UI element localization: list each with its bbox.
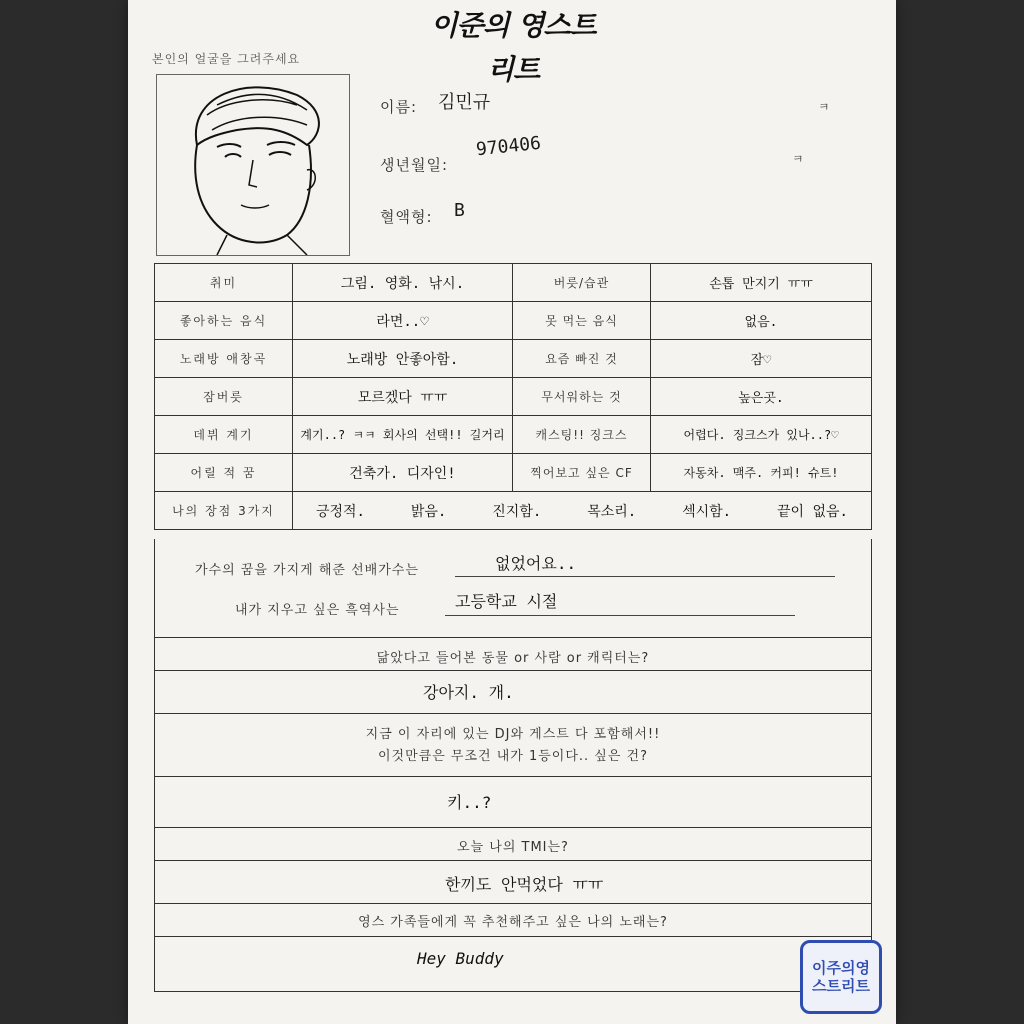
grid-label: 어릴 적 꿈	[155, 454, 293, 491]
side-note: ㅋ	[792, 152, 804, 166]
grid-row	[155, 416, 871, 454]
name-label: 이름:	[380, 98, 418, 116]
grid-label: 무서워하는 것	[513, 378, 651, 415]
show-logo: 이준의 영스트리트	[430, 9, 596, 86]
grid-value: 없음.	[744, 315, 778, 330]
questionnaire-sheet	[128, 0, 896, 1024]
answer-text: 한끼도 안먹었다 ㅠㅠ	[445, 875, 604, 894]
birthdate-label: 생년월일:	[380, 156, 449, 174]
divider	[155, 776, 871, 777]
grid-row	[155, 340, 871, 378]
question-label: 닮았다고 들어본 동물 or 사람 or 캐릭터는?	[376, 651, 650, 666]
divider	[155, 827, 871, 828]
grid-value: 라면..♡	[293, 302, 513, 339]
divider	[155, 860, 871, 861]
stamp-line: 이주의영	[812, 959, 870, 977]
question-label: 내가 지우고 싶은 흑역사는	[235, 603, 400, 618]
face-sketch-icon	[157, 75, 349, 255]
grid-value: 그림. 영화. 낚시.	[293, 264, 513, 301]
question-label: 영스 가족들에게 꼭 추천해주고 싶은 나의 노래는?	[358, 915, 668, 930]
grid-label: 버릇/습관	[513, 264, 651, 301]
grid-label: 요즘 빠진 것	[513, 340, 651, 377]
answer-text: 강아지. 개.	[423, 683, 514, 702]
side-note: ㅋ	[818, 100, 830, 114]
answer-line	[455, 576, 835, 577]
answer-line	[445, 615, 795, 616]
grid-value: 어렵다. 징크스가 있나..?♡	[683, 428, 839, 442]
divider	[155, 903, 871, 904]
strengths-list	[293, 492, 871, 529]
show-stamp	[800, 940, 882, 1014]
divider	[155, 936, 871, 937]
grid-label: 취미	[155, 264, 293, 301]
divider	[155, 670, 871, 671]
birthdate-value: 970406	[475, 132, 542, 161]
questions-box	[154, 539, 872, 992]
grid-label: 데뷔 계기	[155, 416, 293, 453]
grid-row	[155, 264, 871, 302]
grid-row	[155, 492, 871, 529]
divider	[155, 637, 871, 638]
portrait-instruction: 본인의 얼굴을 그려주세요	[152, 52, 301, 66]
grid-label: 캐스팅!! 징크스	[513, 416, 651, 453]
grid-row	[155, 454, 871, 492]
grid-label: 못 먹는 음식	[513, 302, 651, 339]
strength-item: 목소리.	[587, 503, 637, 520]
grid-value: 건축가. 디자인!	[293, 454, 513, 491]
profile-grid	[154, 263, 872, 530]
strength-item: 긍정적.	[315, 503, 365, 520]
grid-value: 자동차. 맥주. 커피! 슈트!	[683, 466, 839, 480]
strength-item: 섹시함.	[682, 503, 732, 520]
grid-value: 손톱 만지기 ㅠㅠ	[709, 277, 813, 292]
grid-value: 계기..? ㅋㅋ 회사의 선택!! 길거리	[293, 416, 513, 453]
question-label: 오늘 나의 TMI는?	[457, 840, 569, 855]
question-label: 가수의 꿈을 가지게 해준 선배가수는	[195, 563, 419, 578]
divider	[155, 713, 871, 714]
grid-value: 모르겠다 ㅠㅠ	[293, 378, 513, 415]
grid-label: 잠버릇	[155, 378, 293, 415]
answer-text: 키..?	[447, 793, 492, 812]
grid-value: 높은곳.	[738, 391, 784, 406]
blood-type-value: B	[454, 200, 465, 221]
blood-type-label: 혈액형:	[380, 208, 433, 226]
grid-value: 잠♡	[750, 353, 772, 368]
question-label: 이것만큼은 무조건 내가 1등이다.. 싶은 건?	[377, 749, 649, 764]
grid-label: 찍어보고 싶은 CF	[513, 454, 651, 491]
portrait-drawing	[156, 74, 350, 256]
grid-row	[155, 378, 871, 416]
grid-label: 좋아하는 음식	[155, 302, 293, 339]
answer-text: Hey Buddy	[417, 949, 504, 968]
grid-label: 노래방 애창곡	[155, 340, 293, 377]
answer-text: 없었어요..	[495, 554, 577, 573]
grid-row	[155, 302, 871, 340]
name-value: 김민규	[438, 92, 491, 113]
strength-item: 밝음.	[410, 503, 447, 520]
answer-text: 고등학교 시절	[455, 592, 558, 611]
question-label: 지금 이 자리에 있는 DJ와 게스트 다 포함해서!!	[365, 727, 661, 742]
strength-item: 진지함.	[492, 503, 542, 520]
grid-value: 노래방 안좋아함.	[293, 340, 513, 377]
stamp-line: 스트리트	[812, 977, 870, 995]
strength-item: 끝이 없음.	[777, 503, 848, 520]
grid-label: 나의 장점 3가지	[155, 492, 293, 529]
